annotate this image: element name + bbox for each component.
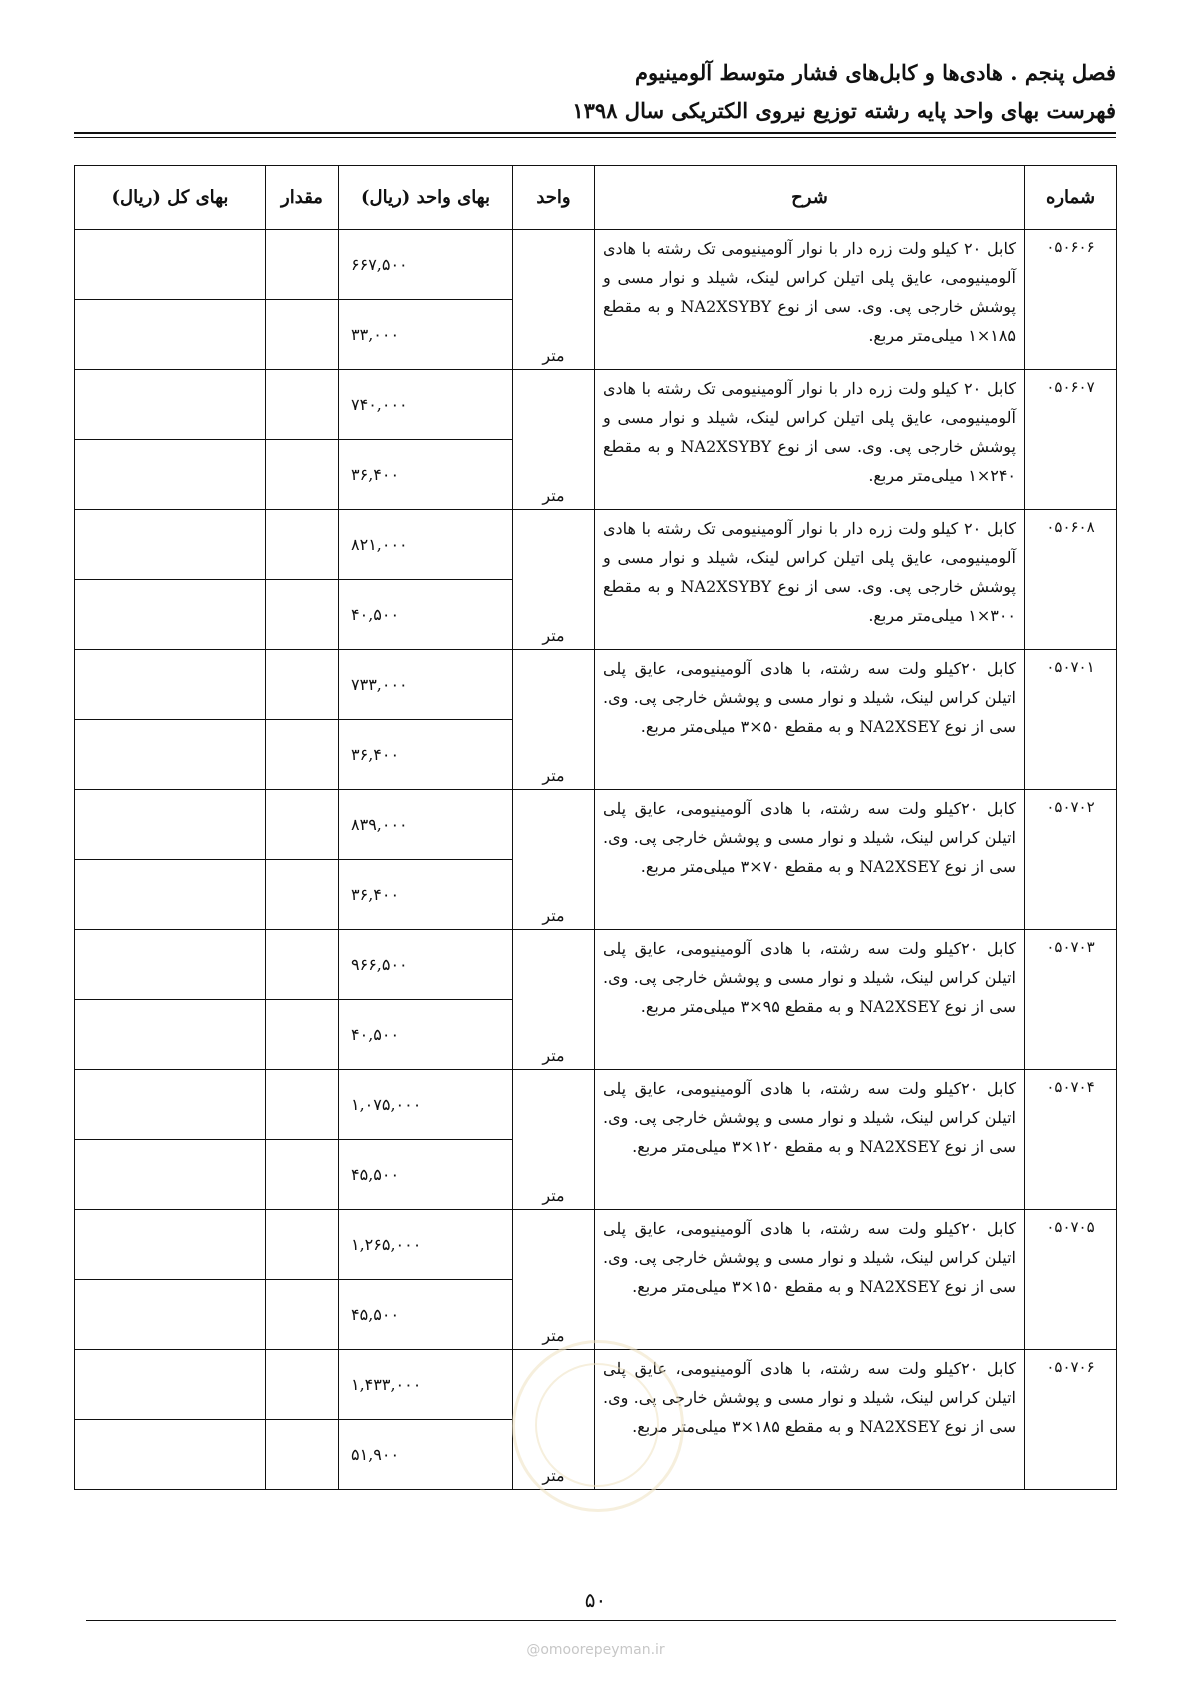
item-unit: متر [513,930,595,1070]
item-total [75,370,266,440]
item-unit-price-sub: ۳۳,۰۰۰ [339,300,513,370]
item-unit: متر [513,230,595,370]
item-quantity [266,650,339,720]
item-description: کابل ۲۰کیلو ولت سه رشته، با هادی آلومینیومی، عایق پلی اتیلن کراس لینک، شیلد و نوار مسی و پوشش خارجی پی. وی. سی از نوع NA2XSEY و به مقطع ۱۵۰×۳ میلی‌متر مربع. [595,1210,1025,1350]
item-quantity [266,860,339,930]
item-code: ۰۵۰۷۰۲ [1025,790,1117,930]
item-unit-price: ۱,۴۳۳,۰۰۰ [339,1350,513,1420]
item-code: ۰۵۰۷۰۳ [1025,930,1117,1070]
item-code: ۰۵۰۷۰۵ [1025,1210,1117,1350]
page-number: ۵۰ [584,1588,607,1612]
item-total [75,1210,266,1280]
item-description: کابل ۲۰کیلو ولت سه رشته، با هادی آلومینیومی، عایق پلی اتیلن کراس لینک، شیلد و نوار مسی و پوشش خارجی پی. وی. سی از نوع NA2XSEY و به مقطع ۹۵×۳ میلی‌متر مربع. [595,930,1025,1070]
header-code: شماره [1025,166,1117,230]
item-quantity [266,1140,339,1210]
table-row [75,230,1117,300]
item-unit-price: ۹۶۶,۵۰۰ [339,930,513,1000]
item-unit-price-sub: ۴۵,۵۰۰ [339,1140,513,1210]
item-code: ۰۵۰۶۰۸ [1025,510,1117,650]
watermark-seal [512,1340,684,1512]
item-description: کابل ۲۰کیلو ولت سه رشته، با هادی آلومینیومی، عایق پلی اتیلن کراس لینک، شیلد و نوار مسی و پوشش خارجی پی. وی. سی از نوع NA2XSEY و به مقطع ۱۲۰×۳ میلی‌متر مربع. [595,1070,1025,1210]
item-total [75,580,266,650]
item-unit-price: ۷۴۰,۰۰۰ [339,370,513,440]
item-unit: متر [513,650,595,790]
item-quantity [266,790,339,860]
document-title: فهرست بهای واحد پایه رشته توزیع نیروی الکتریکی سال ۱۳۹۸ [572,98,1116,123]
header-quantity: مقدار [266,166,339,230]
item-unit: متر [513,1350,595,1490]
item-total [75,440,266,510]
header-unit: واحد [513,166,595,230]
item-unit-price: ۱,۰۷۵,۰۰۰ [339,1070,513,1140]
chapter-title: فصل پنجم . هادی‌ها و کابل‌های فشار متوسط آلومینیوم [634,60,1116,85]
item-unit: متر [513,790,595,930]
item-total [75,300,266,370]
item-total [75,1140,266,1210]
item-quantity [266,580,339,650]
item-total [75,790,266,860]
item-description: کابل ۲۰کیلو ولت سه رشته، با هادی آلومینیومی، عایق پلی اتیلن کراس لینک، شیلد و نوار مسی و پوشش خارجی پی. وی. سی از نوع NA2XSEY و به مقطع ۵۰×۳ میلی‌متر مربع. [595,650,1025,790]
item-code: ۰۵۰۷۰۶ [1025,1350,1117,1490]
item-description: کابل ۲۰کیلو ولت سه رشته، با هادی آلومینیومی، عایق پلی اتیلن کراس لینک، شیلد و نوار مسی و پوشش خارجی پی. وی. سی از نوع NA2XSEY و به مقطع ۷۰×۳ میلی‌متر مربع. [595,790,1025,930]
price-table [74,165,1117,1490]
item-unit: متر [513,1070,595,1210]
item-unit-price-sub: ۴۰,۵۰۰ [339,1000,513,1070]
item-total [75,230,266,300]
header-rule-thick [74,132,1116,134]
item-quantity [266,510,339,580]
item-description: کابل ۲۰کیلو ولت سه رشته، با هادی آلومینیومی، عایق پلی اتیلن کراس لینک، شیلد و نوار مسی و پوشش خارجی پی. وی. سی از نوع NA2XSEY و به مقطع ۱۸۵×۳ میلی‌متر مربع. [595,1350,1025,1490]
table-row [75,1210,1117,1280]
footer-rule [86,1620,1116,1621]
item-total [75,860,266,930]
item-quantity [266,930,339,1000]
item-unit-price: ۱,۲۶۵,۰۰۰ [339,1210,513,1280]
item-quantity [266,1280,339,1350]
table-row [75,510,1117,580]
item-unit: متر [513,1210,595,1350]
header-description: شرح [595,166,1025,230]
item-code: ۰۵۰۷۰۴ [1025,1070,1117,1210]
item-quantity [266,1350,339,1420]
item-quantity [266,370,339,440]
table-row [75,650,1117,720]
header-unit-price: بهای واحد (ریال) [339,166,513,230]
item-quantity [266,230,339,300]
item-quantity [266,720,339,790]
item-unit-price: ۷۳۳,۰۰۰ [339,650,513,720]
item-total [75,1280,266,1350]
item-quantity [266,1070,339,1140]
item-description: کابل ۲۰ کیلو ولت زره دار با نوار آلومینیومی تک رشته با هادی آلومینیومی، عایق پلی اتیلن کراس لینک، شیلد و نوار مسی و پوشش خارجی پی. وی. سی از نوع NA2XSYBY و به مقطع ۲۴۰×۱ میلی‌متر مربع. [595,370,1025,510]
header-rule-thin [74,137,1116,138]
item-total [75,930,266,1000]
item-total [75,1420,266,1490]
item-code: ۰۵۰۶۰۶ [1025,230,1117,370]
item-total [75,1350,266,1420]
item-unit-price: ۸۳۹,۰۰۰ [339,790,513,860]
item-unit-price: ۶۶۷,۵۰۰ [339,230,513,300]
item-unit: متر [513,370,595,510]
item-total [75,650,266,720]
item-description: کابل ۲۰ کیلو ولت زره دار با نوار آلومینیومی تک رشته با هادی آلومینیومی، عایق پلی اتیلن کراس لینک، شیلد و نوار مسی و پوشش خارجی پی. وی. سی از نوع NA2XSYBY و به مقطع ۳۰۰×۱ میلی‌متر مربع. [595,510,1025,650]
item-quantity [266,440,339,510]
item-code: ۰۵۰۶۰۷ [1025,370,1117,510]
item-total [75,1070,266,1140]
item-unit-price-sub: ۴۰,۵۰۰ [339,580,513,650]
item-unit-price-sub: ۳۶,۴۰۰ [339,720,513,790]
item-unit-price-sub: ۴۵,۵۰۰ [339,1280,513,1350]
item-description: کابل ۲۰ کیلو ولت زره دار با نوار آلومینیومی تک رشته با هادی آلومینیومی، عایق پلی اتیلن کراس لینک، شیلد و نوار مسی و پوشش خارجی پی. وی. سی از نوع NA2XSYBY و به مقطع ۱۸۵×۱ میلی‌متر مربع. [595,230,1025,370]
item-unit: متر [513,510,595,650]
item-unit-price-sub: ۳۶,۴۰۰ [339,860,513,930]
header-total-price: بهای کل (ریال) [75,166,266,230]
item-quantity [266,1420,339,1490]
footer-site: @omoorepeyman.ir [526,1642,665,1658]
item-total [75,1000,266,1070]
item-unit-price: ۸۲۱,۰۰۰ [339,510,513,580]
table-row [75,930,1117,1000]
table-row [75,1070,1117,1140]
item-code: ۰۵۰۷۰۱ [1025,650,1117,790]
item-quantity [266,1000,339,1070]
item-total [75,510,266,580]
item-unit-price-sub: ۳۶,۴۰۰ [339,440,513,510]
table-row [75,790,1117,860]
item-unit-price-sub: ۵۱,۹۰۰ [339,1420,513,1490]
item-total [75,720,266,790]
table-header-row [75,166,1117,230]
table-row [75,370,1117,440]
item-quantity [266,300,339,370]
item-quantity [266,1210,339,1280]
